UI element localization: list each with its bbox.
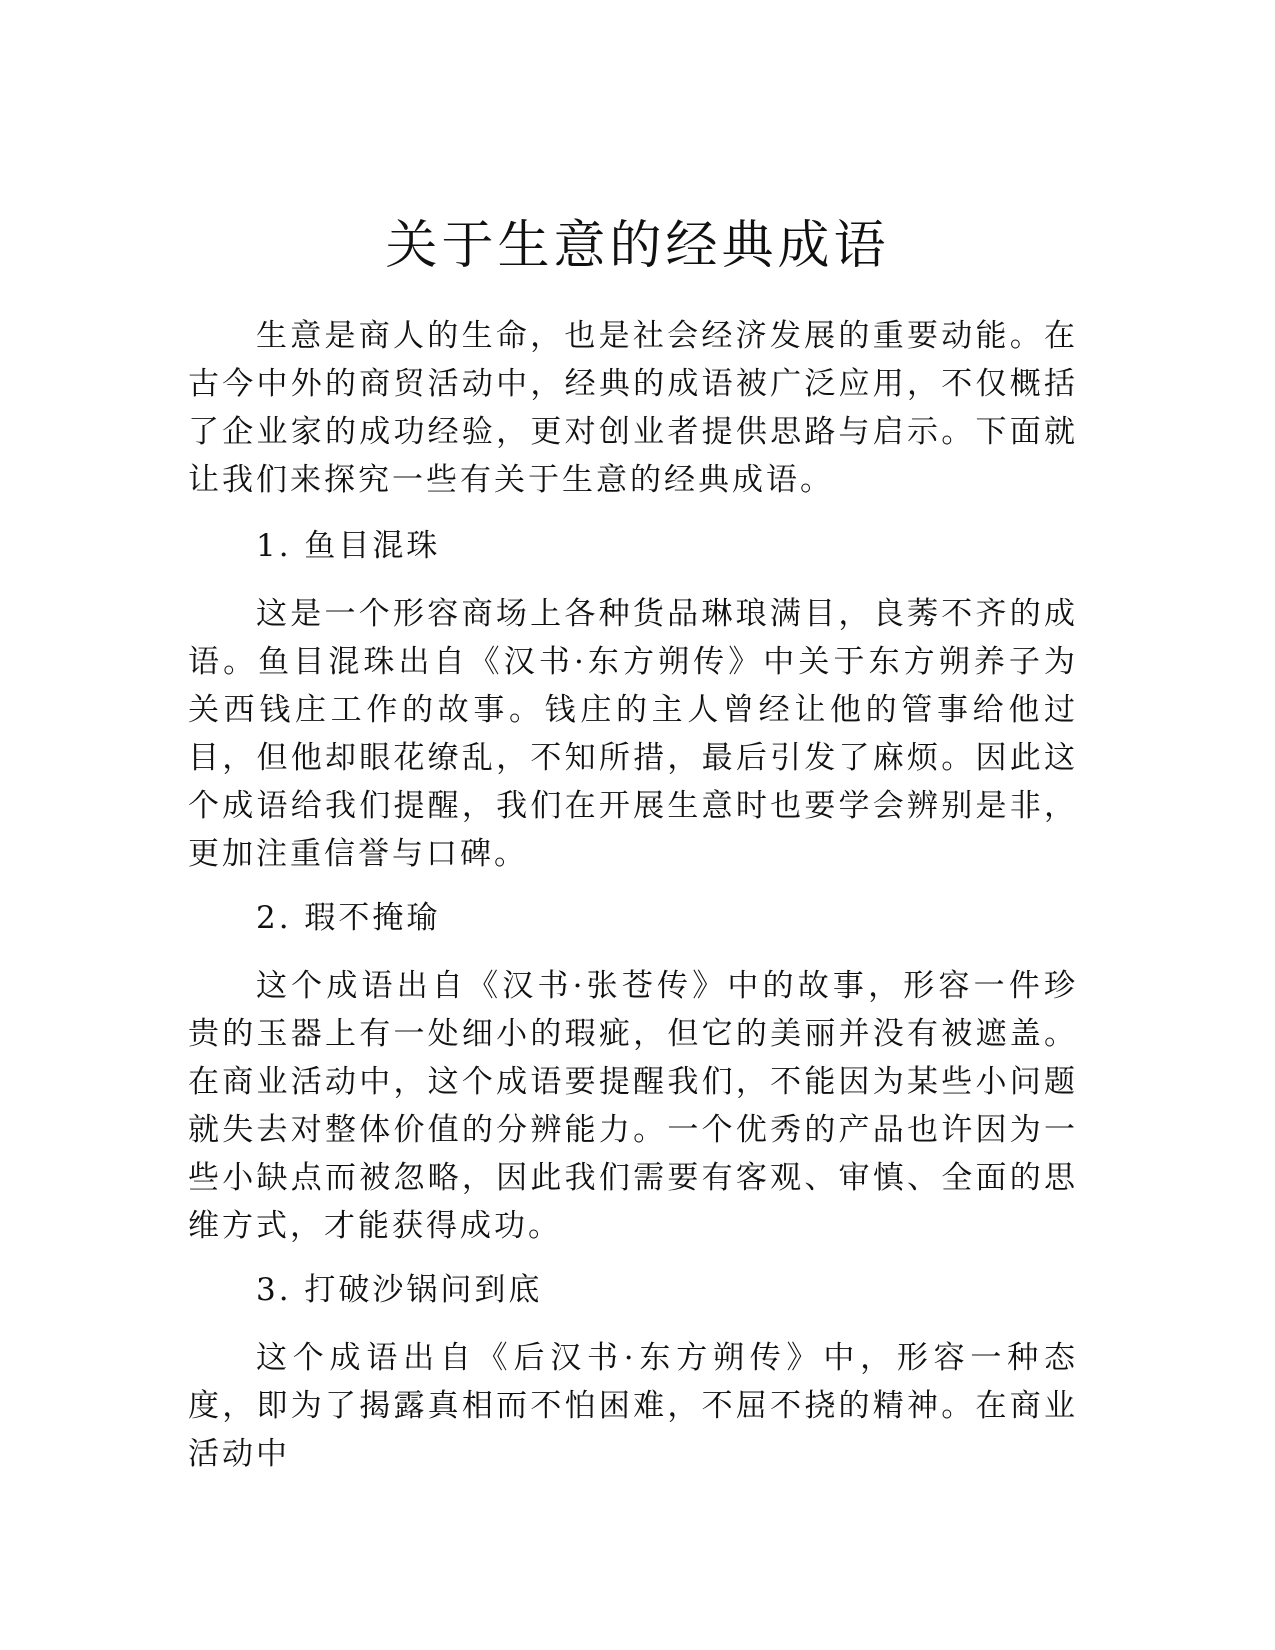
section-body-2: 这个成语出自《汉书·张苍传》中的故事，形容一件珍贵的玉器上有一处细小的瑕疵，但它的美丽并没有被遮盖。在商业活动中，这个成语要提醒我们，不能因为某些小问题就失去对整体价值的分辨能力。一个优秀的产品也许因为一些小缺点而被忽略，因此我们需要有客观、审慎、全面的思维方式，才能获得成功。	[188, 968, 1078, 1244]
page-title: 关于生意的经典成语	[385, 216, 890, 276]
section-heading-3: 3. 打破沙锅问到底	[256, 1272, 543, 1308]
intro-paragraph: 生意是商人的生命，也是社会经济发展的重要动能。在古今中外的商贸活动中，经典的成语被广泛应用，不仅概括了企业家的成功经验，更对创业者提供思路与启示。下面就让我们来探究一些有关于生意的经典成语。	[188, 318, 1078, 498]
section-heading-2: 2. 瑕不掩瑜	[256, 900, 441, 936]
section-heading-1: 1. 鱼目混珠	[256, 528, 441, 564]
section-body-1: 这是一个形容商场上各种货品琳琅满目，良莠不齐的成语。鱼目混珠出自《汉书·东方朔传》中关于东方朔养子为关西钱庄工作的故事。钱庄的主人曾经让他的管事给他过目，但他却眼花缭乱，不知所措，最后引发了麻烦。因此这个成语给我们提醒，我们在开展生意时也要学会辨别是非，更加注重信誉与口碑。	[188, 596, 1078, 872]
section-body-3: 这个成语出自《后汉书·东方朔传》中，形容一种态度，即为了揭露真相而不怕困难，不屈不挠的精神。在商业活动中	[188, 1340, 1078, 1472]
